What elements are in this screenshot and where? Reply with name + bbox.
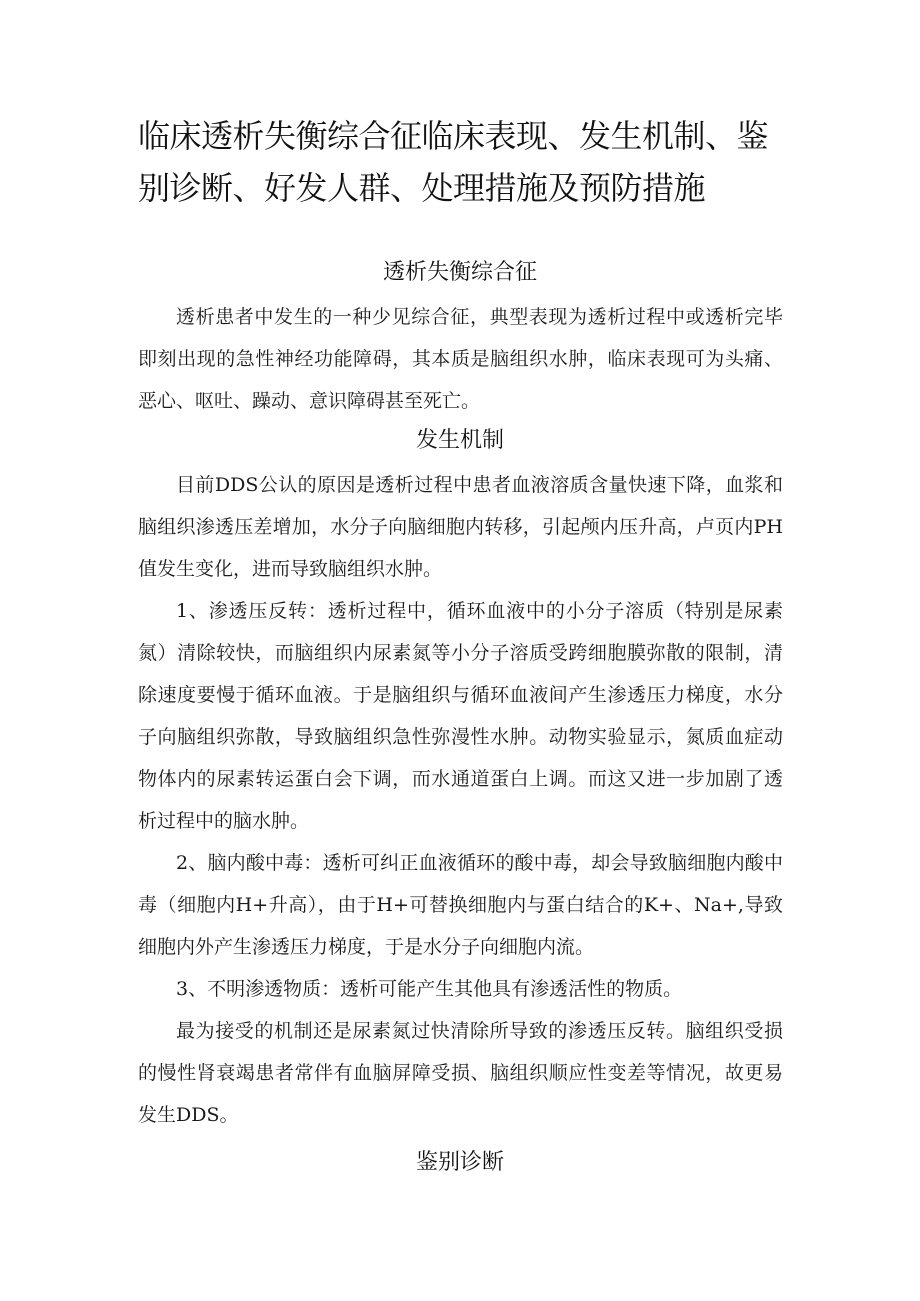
document-title: 临床透析失衡综合征临床表现、发生机制、鉴别诊断、好发人群、处理措施及预防措施 [138,117,769,207]
paragraph-osmotic-reversal: 1、渗透压反转：透析过程中，循环血液中的小分子溶质（特别是尿素氮）清除较快，而脑组织内尿素氮等小分子溶质受跨细胞膜弥散的限制，清除速度要慢于循环血液。于是脑组织与循环血液间产生渗透压力梯度，水分子向脑组织弥散，导致脑组织急性弥漫性水肿。动物实验显示，氮质血症动物体内的尿素转运蛋白会下调，而水通道蛋白上调。而这又进一步加剧了透析过程中的脑水肿。 [138,600,783,832]
paragraph-unknown-osmoles: 3、不明渗透物质：透析可能产生其他具有渗透活性的物质。 [176,978,683,1000]
paragraph-dds-definition: 透析患者中发生的一种少见综合征，典型表现为透析过程中或透析完毕即刻出现的急性神经功能障碍，其本质是脑组织水肿，临床表现可为头痛、恶心、呕吐、躁动、意识障碍甚至死亡。 [138,306,783,412]
paragraph-mechanism-summary: 最为接受的机制还是尿素氮过快清除所导致的渗透压反转。脑组织受损的慢性肾衰竭患者常伴有血脑屏障受损、脑组织顺应性变差等情况，故更易发生DDS。 [138,1020,783,1126]
section-heading-differential-diagnosis: 鉴别诊断 [415,1150,504,1175]
paragraph-brain-acidosis: 2、脑内酸中毒：透析可纠正血液循环的酸中毒，却会导致脑细胞内酸中毒（细胞内H+升高），由于H+可替换细胞内与蛋白结合的K+、Na+,导致细胞内外产生渗透压力梯度，于是水分子向细胞内流。 [138,852,783,958]
section-heading-mechanism: 发生机制 [415,428,504,453]
paragraph-mechanism-intro: 目前DDS公认的原因是透析过程中患者血液溶质含量快速下降，血浆和脑组织渗透压差增加，水分子向脑细胞内转移，引起颅内压升高，卢页内PH值发生变化，进而导致脑组织水肿。 [138,474,783,580]
section-heading-dds: 透析失衡综合征 [382,260,537,285]
